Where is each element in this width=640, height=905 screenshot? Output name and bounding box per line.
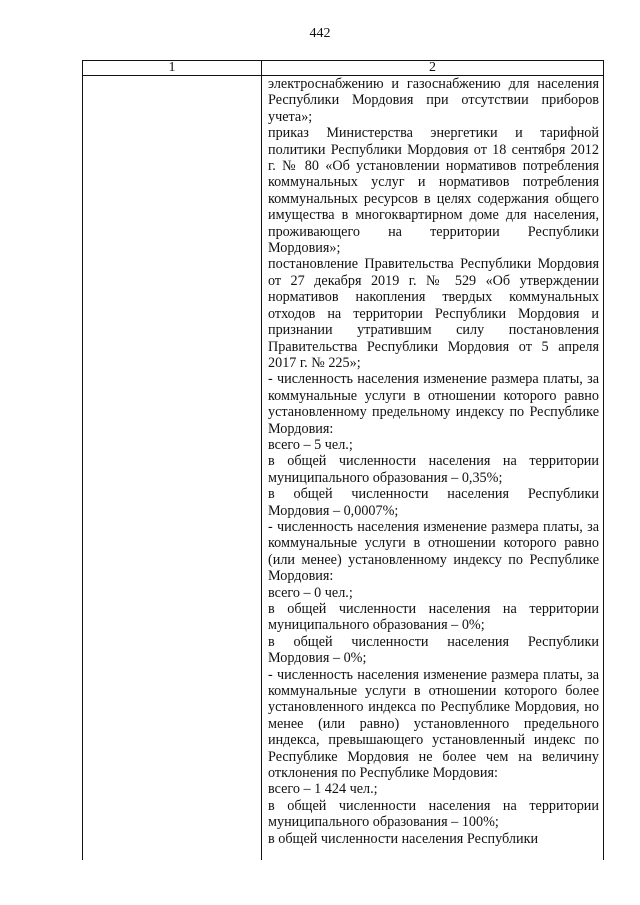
paragraph: всего – 0 чел.; xyxy=(268,584,353,601)
paragraph: в общей численности населения на территории муниципального образования – 0,35%; xyxy=(268,453,599,486)
paragraph: в общей численности населения Республики xyxy=(268,830,539,847)
column-header-1: 1 xyxy=(83,61,262,76)
paragraph: в общей численности населения Республики Мордовия – 0%; xyxy=(268,633,599,667)
column-2-cell xyxy=(262,76,604,861)
paragraph: - численность населения изменение размера платы, за коммунальные услуги в отношении которого более установленного индекса по Республике Мордовия, но менее (или равно) установленного предельного индекса, превышающего установленный индекс по Республике Мордовия не более чем на величину отклонения по Республике Мордовия: xyxy=(268,666,599,782)
cell-content xyxy=(262,76,603,847)
paragraph: - численность населения изменение размера платы, за коммунальные услуги в отношении которого равно установленному предельному индексу по Республике Мордовия: xyxy=(268,371,599,437)
table-header-row xyxy=(83,61,604,76)
column-header-2: 2 xyxy=(262,61,604,76)
document-table xyxy=(82,60,604,860)
paragraph: электроснабжению и газоснабжению для населения Республики Мордовия при отсутствии приборов учета»; xyxy=(268,76,599,125)
paragraph: - численность населения изменение размера платы, за коммунальные услуги в отношении которого равно (или менее) установленному индексу по Республике Мордовия: xyxy=(268,518,599,585)
paragraph: в общей численности населения Республики Мордовия – 0,0007%; xyxy=(268,486,599,519)
paragraph: всего – 5 чел.; xyxy=(268,436,353,453)
page-number: 442 xyxy=(309,26,331,41)
column-1-cell xyxy=(83,76,262,861)
paragraph: постановление Правительства Республики Мордовия от 27 декабря 2019 г. № 529 «Об утверждении нормативов накопления твердых коммунальных отходов на территории Республики Мордовия и признании утратившим силу постановления Правительства Республики Мордовия от 5 апреля 2017 г. № 225»; xyxy=(268,256,599,371)
paragraph: всего – 1 424 чел.; xyxy=(268,781,378,798)
table-row xyxy=(83,76,604,861)
paragraph: приказ Министерства энергетики и тарифной политики Республики Мордовия от 18 сентября 2012 г. № 80 «Об установлении нормативов потребления коммунальных услуг и нормативов потребления коммунальных ресурсов в целях содержания общего имущества в многоквартирном доме для населения, проживающего на территории Республики Мордовия»; xyxy=(268,125,599,257)
paragraph: в общей численности населения на территории муниципального образования – 100%; xyxy=(268,797,599,831)
paragraph: в общей численности населения на территории муниципального образования – 0%; xyxy=(268,601,599,634)
